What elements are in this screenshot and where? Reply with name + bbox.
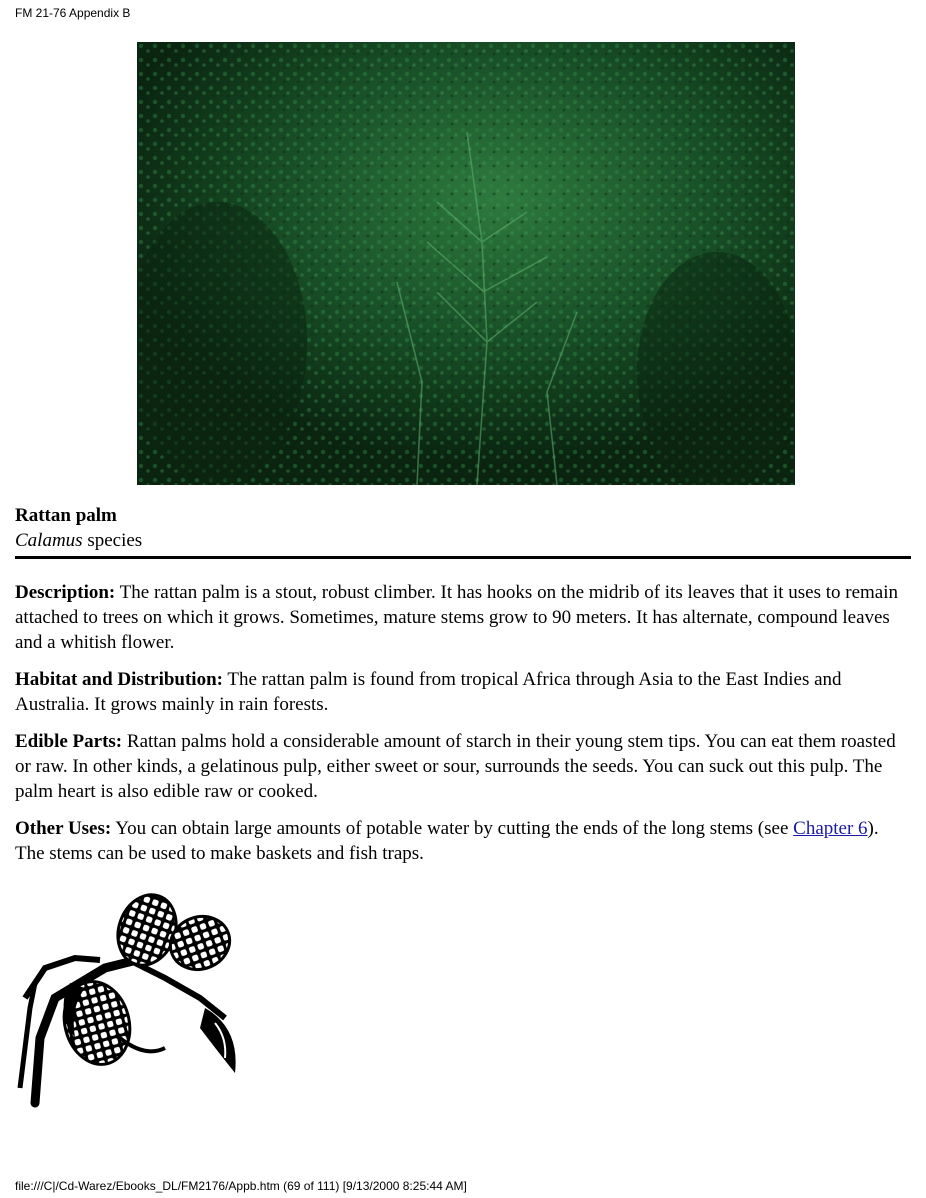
edible-parts-text: Rattan palms hold a considerable amount of starch in their young stem tips. You can eat them roasted or raw. In other kinds, a gelatinous pulp, either sweet or sour, surrounds the seeds. You can suck out this pulp. The palm heart is also edible raw or cooked. bbox=[15, 731, 896, 802]
plant-title-block bbox=[15, 503, 142, 553]
description-paragraph bbox=[15, 580, 911, 655]
chapter-6-link[interactable]: Chapter 6 bbox=[793, 818, 868, 839]
section-divider bbox=[15, 556, 911, 559]
description-text: The rattan palm is a stout, robust climber. It has hooks on the midrib of its leaves that it uses to remain attached to trees on which it grows. Sometimes, mature stems grow to 90 meters. It has alternate, compound leaves and a whitish flower. bbox=[15, 582, 898, 653]
rattan-fruit-drawing bbox=[15, 888, 245, 1113]
edible-parts-label: Edible Parts: bbox=[15, 731, 123, 752]
other-uses-label: Other Uses: bbox=[15, 818, 112, 839]
plant-genus: Calamus bbox=[15, 530, 83, 551]
plant-description-body bbox=[15, 580, 911, 878]
other-uses-paragraph bbox=[15, 816, 911, 866]
other-uses-text-before: You can obtain large amounts of potable water by cutting the ends of the long stems (see bbox=[111, 818, 794, 839]
description-label: Description: bbox=[15, 582, 116, 603]
other-uses-text-after: ). The stems can be used to make baskets and fish traps. bbox=[15, 818, 879, 864]
plant-species-word: species bbox=[82, 530, 143, 551]
plant-scientific-name bbox=[15, 528, 142, 553]
plant-common-name: Rattan palm bbox=[15, 505, 117, 526]
habitat-paragraph bbox=[15, 667, 911, 717]
edible-parts-paragraph bbox=[15, 729, 911, 804]
running-header: FM 21-76 Appendix B bbox=[15, 6, 131, 20]
rattan-palm-photo bbox=[137, 42, 795, 485]
habitat-label: Habitat and Distribution: bbox=[15, 669, 223, 690]
page-footer-path: file:///C|/Cd-Warez/Ebooks_DL/FM2176/Appb.htm (69 of 111) [9/13/2000 8:25:44 AM] bbox=[15, 1179, 467, 1193]
habitat-text: The rattan palm is found from tropical Africa through Asia to the East Indies and Australia. It grows mainly in rain forests. bbox=[15, 669, 842, 715]
